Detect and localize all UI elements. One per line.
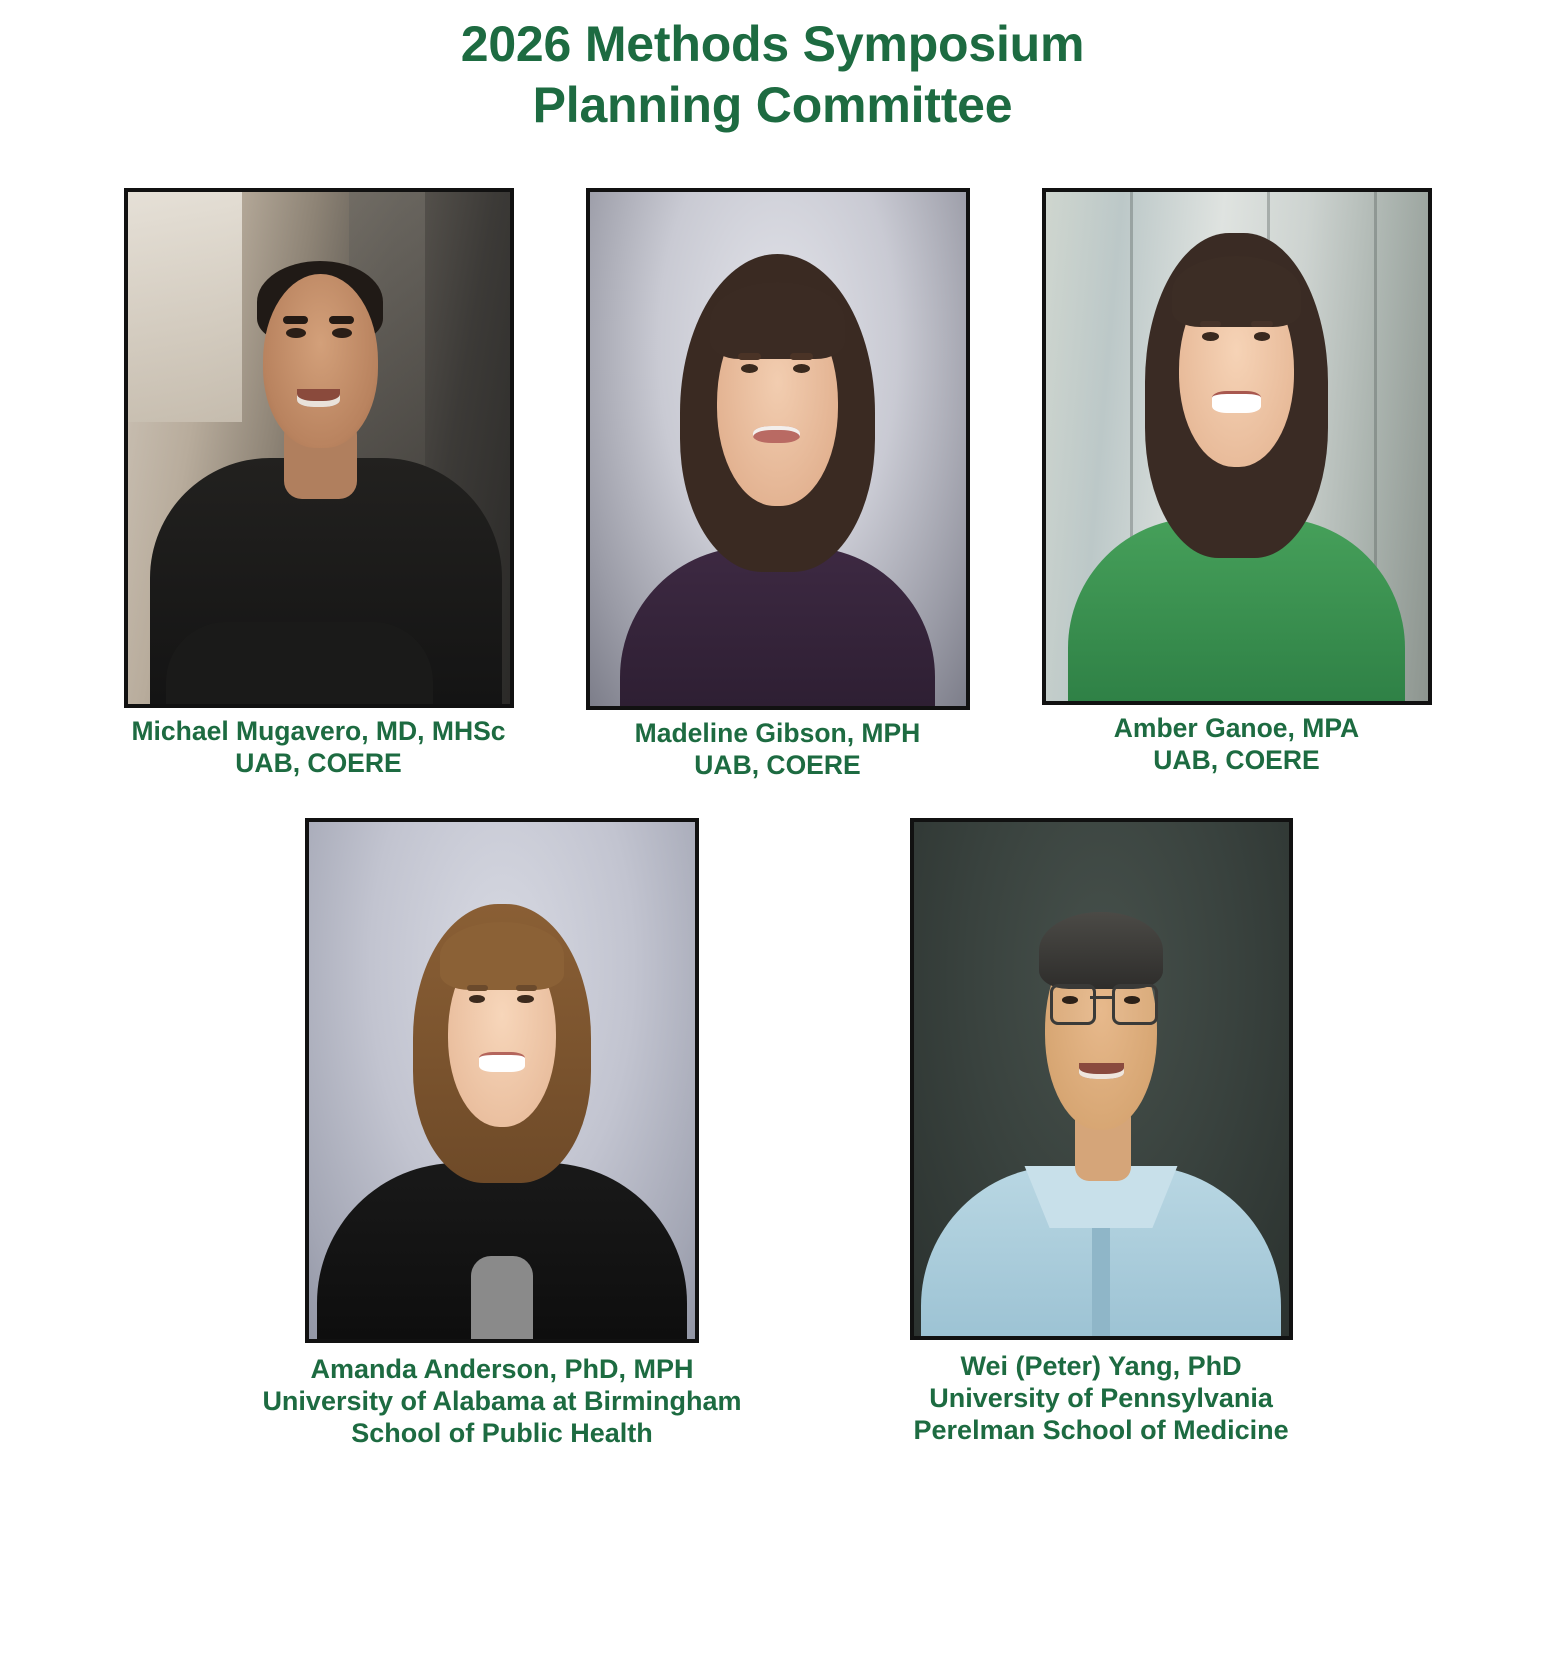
member-affiliation-2: Perelman School of Medicine xyxy=(913,1415,1289,1446)
committee-row-bottom xyxy=(0,818,1545,1450)
member-affiliation: UAB, COERE xyxy=(694,749,861,780)
member-caption-wei-peter-yang xyxy=(914,1350,1289,1447)
member-name: Wei (Peter) Yang, PhD xyxy=(960,1350,1242,1381)
member-name: Madeline Gibson, MPH xyxy=(634,718,921,748)
member-affiliation: University of Pennsylvania xyxy=(929,1382,1273,1413)
member-name: Michael Mugavero, MD, MHSc xyxy=(131,716,506,746)
page-title-line-1: 2026 Methods Symposium xyxy=(460,16,1085,72)
member-affiliation: UAB, COERE xyxy=(1153,744,1320,775)
member-card-amanda-anderson xyxy=(262,818,741,1450)
portrait-wei-peter-yang xyxy=(910,818,1293,1340)
committee-row-top xyxy=(0,188,1545,782)
member-card-michael-mugavero xyxy=(124,188,514,780)
page-title xyxy=(0,0,1545,136)
member-card-wei-peter-yang xyxy=(910,818,1293,1447)
member-card-madeline-gibson xyxy=(586,188,970,782)
portrait-amanda-anderson xyxy=(305,818,699,1343)
member-affiliation: University of Alabama at Birmingham xyxy=(262,1385,742,1416)
member-caption-amanda-anderson xyxy=(262,1353,741,1450)
portrait-madeline-gibson xyxy=(586,188,970,710)
member-affiliation: UAB, COERE xyxy=(235,747,402,778)
portrait-michael-mugavero xyxy=(124,188,514,708)
member-card-amber-ganoe xyxy=(1042,188,1432,777)
member-name: Amber Ganoe, MPA xyxy=(1113,713,1360,743)
member-name: Amanda Anderson, PhD, MPH xyxy=(310,1353,694,1384)
page-title-line-2: Planning Committee xyxy=(532,77,1013,133)
member-caption-michael-mugavero xyxy=(131,716,505,780)
portrait-amber-ganoe xyxy=(1042,188,1432,705)
member-caption-madeline-gibson xyxy=(635,718,921,782)
member-affiliation-2: School of Public Health xyxy=(351,1418,653,1449)
member-caption-amber-ganoe xyxy=(1114,713,1359,777)
